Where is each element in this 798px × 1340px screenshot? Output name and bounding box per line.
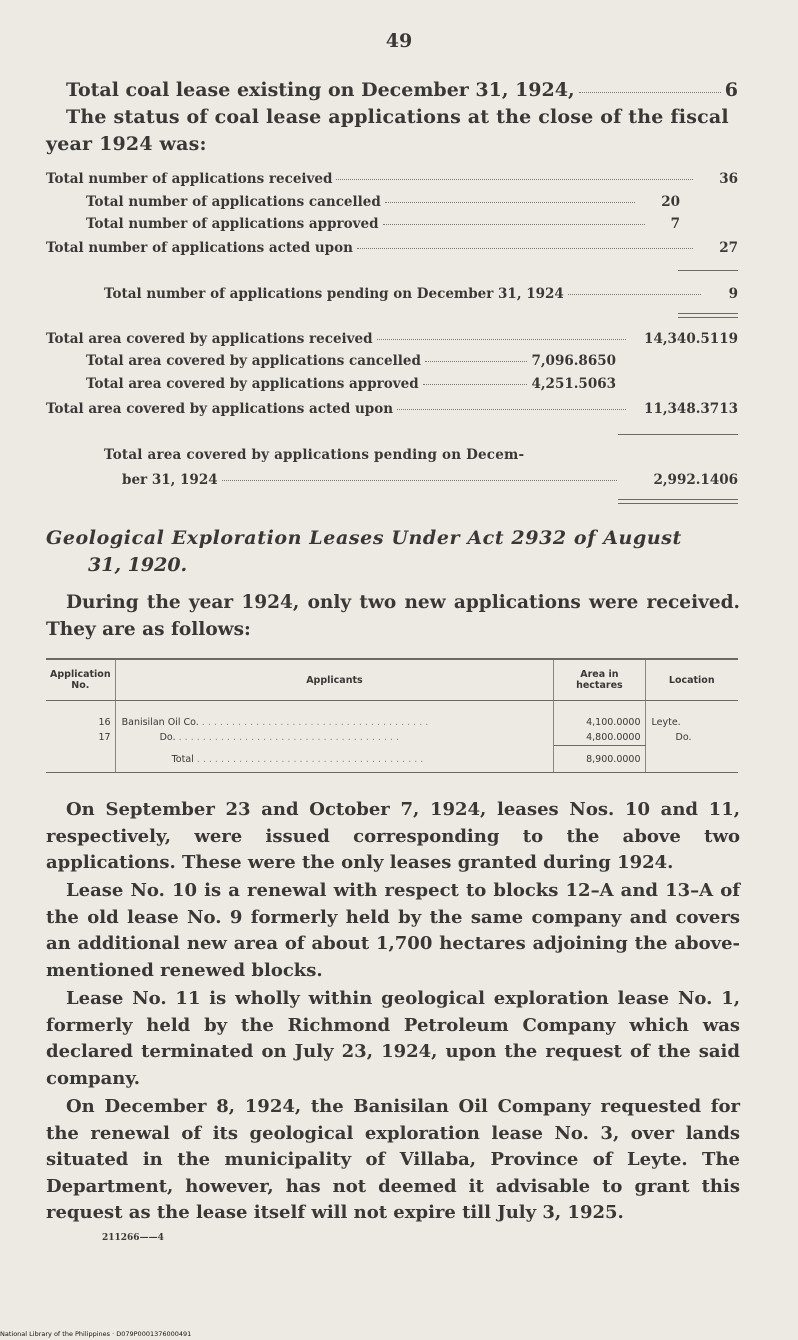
sum-rule [678,270,738,271]
applications-received-value: 36 [719,171,738,187]
total-coal-lease-line [66,79,738,101]
section-heading-2: 31, 1920. [88,554,188,576]
area-received-value: 14,340.5119 [644,331,738,347]
leader-dots [357,248,693,249]
leader-dots [579,92,721,93]
paragraph-2: Lease No. 10 is a renewal with respect to blocks 12–A and 13–A of the old lease No. 9 formerly held by the same company and covers an additional new area of about 1,700 hectares adjoining the above-mentioned renewed blocks. [46,880,740,981]
total-value: 8,900.0000 [554,746,645,773]
leader-dots [397,409,626,410]
cell-app-no: 16 [46,701,115,731]
col-header-area: Area in hectares [554,659,645,701]
applications-acted-label: Total number of applications acted upon [46,240,353,256]
cell-location: Do. [675,732,692,743]
leader-dots [568,294,701,295]
paragraph-3: Lease No. 11 is wholly within geological exploration lease No. 1, formerly held by the Richmond Petroleum Company which was declared terminated on July 23, 1924, upon the request of the said company. [46,988,740,1089]
table-header-row [46,659,738,701]
applications-table [46,658,738,773]
area-acted-value: 11,348.3713 [644,401,738,417]
page-number: 49 [385,30,413,52]
cell-app-no: 17 [46,730,115,746]
applications-cancelled-value: 20 [661,194,680,210]
leader-dots [222,480,618,481]
area-received-row [46,331,738,347]
applications-received-row [46,171,738,187]
applications-pending-label: Total number of applications pending on December 31, 1924 [104,286,564,302]
leader-dots [423,384,528,385]
leader-dots [377,339,627,340]
area-cancelled-value: 7,096.8650 [531,353,616,369]
area-pending-label-2: ber 31, 1924 [122,472,218,488]
area-pending-label-1: Total area covered by applications pending on Decem- [104,447,525,463]
area-received-label: Total area covered by applications received [46,331,373,347]
col-header-location: Location [645,659,738,701]
cell-applicant: Banisilan Oil Co. . . . . . . . . . . . . . . . . . . . . . . . . . . . . . . . . . . . . . . [115,701,554,731]
cell-applicant: Do. . . . . . . . . . . . . . . . . . . . . . . . . . . . . . . . . . . . . . [115,730,554,746]
total-label-cell: Total . . . . . . . . . . . . . . . . . . . . . . . . . . . . . . . . . . . . . . [115,746,554,773]
applications-received-label: Total number of applications received [46,171,333,187]
section-heading-1: Geological Exploration Leases Under Act 2932 of August [46,527,682,549]
leader-dots [336,179,693,180]
area-acted-row [46,401,738,417]
double-rule [618,499,738,504]
applications-cancelled-row [86,194,680,210]
cell-area: 4,100.0000 [554,701,645,731]
leader-dots [425,361,528,362]
area-approved-label: Total area covered by applications approved [86,376,419,392]
area-approved-value: 4,251.5063 [531,376,616,392]
area-acted-label: Total area covered by applications acted upon [46,401,394,417]
cell-empty [46,746,115,773]
paragraph-4: On December 8, 1924, the Banisilan Oil Company requested for the renewal of its geological exploration lease No. 3, over lands situated in the municipality of Villaba, Province of Leyte. The Department, however, has not deemed it advisable to grant this request as the lease itself will not expire till July 3, 1925. [46,1096,740,1223]
area-pending-row [122,472,738,488]
total-coal-lease-value: 6 [724,79,738,101]
cell-applicant-text: Do. [159,732,176,743]
area-pending-value: 2,992.1406 [653,472,738,488]
total-coal-lease-label: Total coal lease existing on December 31, 1924, [66,79,575,101]
applications-pending-value: 9 [728,286,738,302]
table-total-row [46,746,738,773]
applications-approved-row [86,216,680,232]
area-cancelled-row [86,353,616,369]
leader-dots [383,224,645,225]
applications-acted-row [46,240,738,256]
applications-pending-row [104,286,738,302]
status-text: The status of coal lease applications at the close of the fiscal year 1924 was: [46,106,729,155]
paragraph-1: On September 23 and October 7, 1924, leases Nos. 10 and 11, respectively, were issued corresponding to the above two applications. These were the only leases granted during 1924. [46,799,740,873]
total-label: Total [171,753,194,765]
footer-mark: 211266——4 [102,1233,164,1243]
col-header-applicants: Applicants [115,659,554,701]
applications-approved-value: 7 [670,216,680,232]
table-row [46,730,738,746]
col-header-app-no: Application No. [46,659,115,701]
cell-location: Leyte. [651,717,681,728]
area-cancelled-label: Total area covered by applications cancelled [86,353,421,369]
table-row [46,701,738,731]
cell-area: 4,800.0000 [554,730,645,746]
applications-acted-value: 27 [719,240,738,256]
sum-rule [618,434,738,435]
area-approved-row [86,376,616,392]
applications-cancelled-label: Total number of applications cancelled [86,194,381,210]
leader-dots [385,202,635,203]
applications-approved-label: Total number of applications approved [86,216,379,232]
geo-intro: During the year 1924, only two new applications were received. They are as follows: [46,592,740,640]
double-rule [678,313,738,318]
cell-empty [645,746,738,773]
library-credit: National Library of the Philippines · D079P0001376000491 [0,1330,192,1338]
cell-applicant-text: Banisilan Oil Co. [121,717,199,728]
